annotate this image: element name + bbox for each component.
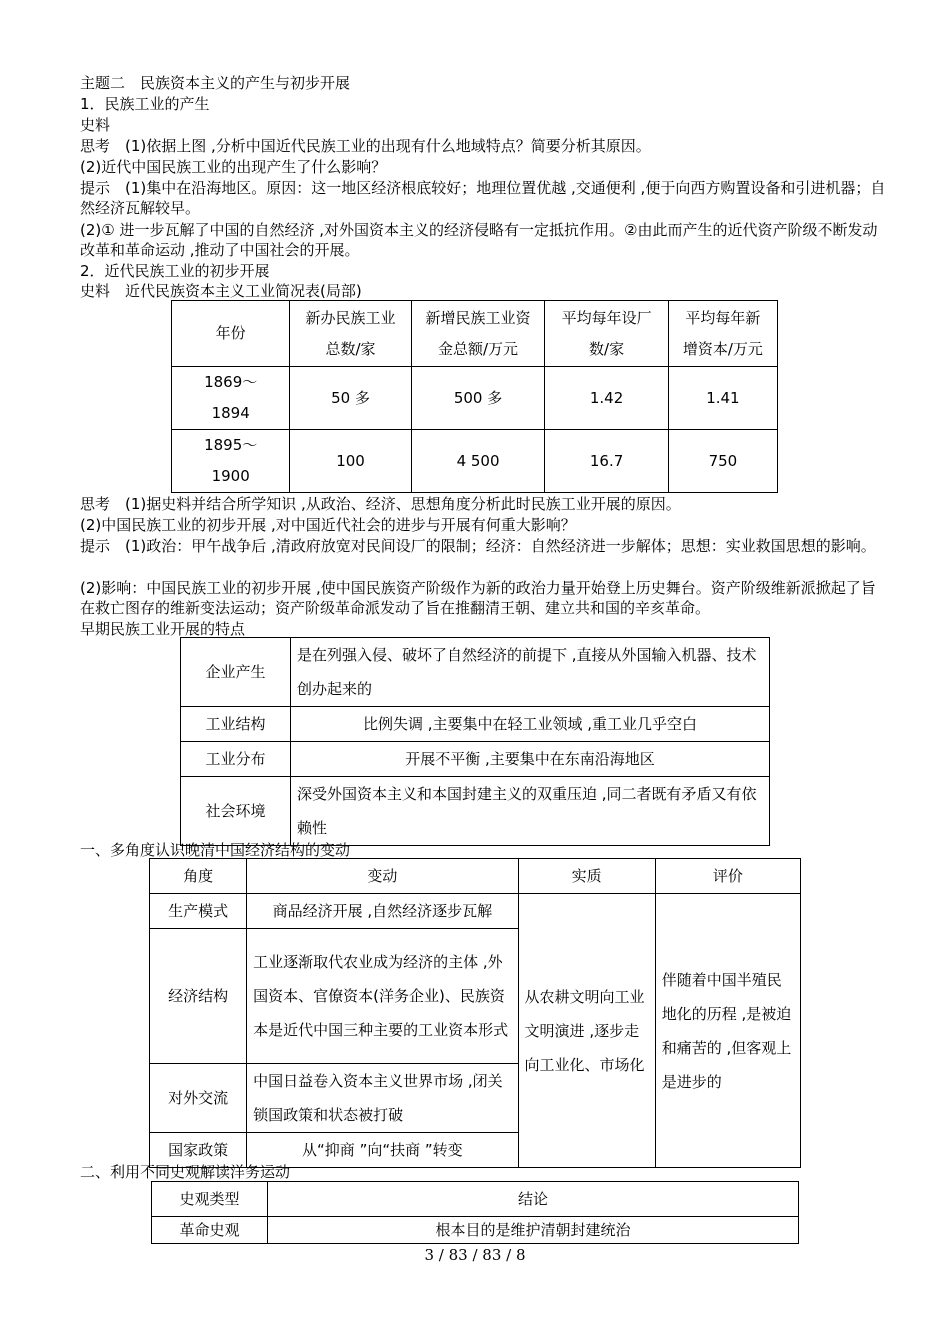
row-label: 工业分布 — [181, 742, 291, 777]
cell-value: 1.41 — [668, 367, 777, 430]
heading-two: 二、利用不同史观解读洋务运动 — [80, 1163, 291, 1181]
cell-year: 1895～ 1900 — [172, 430, 290, 493]
header-view-type: 史观类型 — [152, 1182, 268, 1217]
question-1a: 思考 (1)依据上图 ,分析中国近代民族工业的出现有什么地域特点？简要分析其原因。 — [80, 137, 651, 155]
cell-year: 1869～ 1894 — [172, 367, 290, 430]
row-label: 国家政策 — [150, 1133, 247, 1168]
header-evaluation: 评价 — [655, 859, 800, 894]
answer-1b: (2)① 进一步瓦解了中国的自然经济 ,对外国资本主义的经济侵略有一定抵抗作用。②由此而产生的近代资产阶级不断发动改革和革命运动 ,推动了中国社会的开展。 — [80, 221, 878, 259]
row-label: 对外交流 — [150, 1064, 247, 1133]
row-label: 经济结构 — [150, 929, 247, 1064]
row-text: 商品经济开展 ,自然经济逐步瓦解 — [247, 894, 518, 929]
header-avg-capital: 平均每年新 增资本/万元 — [668, 301, 777, 367]
table-header-row — [172, 301, 778, 367]
cell-value: 100 — [290, 430, 411, 493]
cell-value: 4 500 — [411, 430, 545, 493]
row-text: 开展不平衡 ,主要集中在东南沿海地区 — [291, 742, 770, 777]
table-header-row — [152, 1182, 799, 1217]
row-text: 是在列强入侵、破坏了自然经济的前提下 ,直接从外国输入机器、技术创办起来的 — [291, 638, 770, 707]
essence-cell: 从农耕文明向工业文明演进 ,逐步走向工业化、市场化 — [518, 894, 655, 1168]
table-row — [150, 894, 801, 929]
table-row — [181, 777, 770, 846]
heading-one: 一、多角度认识晚清中国经济结构的变动 — [80, 841, 351, 859]
table-row — [181, 707, 770, 742]
row-label: 企业产生 — [181, 638, 291, 707]
header-new-capital: 新增民族工业资 金总额/万元 — [411, 301, 545, 367]
row-label: 生产模式 — [150, 894, 247, 929]
question-1b: (2)近代中国民族工业的出现产生了什么影响？ — [80, 158, 387, 176]
row-label: 革命史观 — [152, 1217, 268, 1244]
answer-2a: 提示 (1)政治：甲午战争后 ,清政府放宽对民间设厂的限制；经济：自然经济进一步解体；思想：实业救国思想的影响。 — [80, 537, 876, 555]
answer-2b: (2)影响：中国民族工业的初步开展 ,使中国民族资产阶级作为新的政治力量开始登上历史舞台。资产阶级维新派掀起了旨在救亡图存的维新变法运动；资产阶级革命派发动了旨在推翻清王朝、建立共和国的辛亥革命。 — [80, 579, 876, 617]
table-header-row — [150, 859, 801, 894]
row-text: 根本目的是维护清朝封建统治 — [268, 1217, 799, 1244]
table-row — [172, 367, 778, 430]
cell-value: 50 多 — [290, 367, 411, 430]
header-conclusion: 结论 — [268, 1182, 799, 1217]
page-number: 3 / 83 / 83 / 8 — [424, 1246, 526, 1264]
row-text: 比例失调 ,主要集中在轻工业领域 ,重工业几乎空白 — [291, 707, 770, 742]
topic-heading: 主题二 民族资本主义的产生与初步开展 — [80, 74, 351, 92]
answer-1a: 提示 (1)集中在沿海地区。原因：这一地区经济根底较好；地理位置优越 ,交通便利 ,便于向西方购置设备和引进机器；自然经济瓦解较早。 — [80, 179, 886, 217]
header-new-factories: 新办民族工业 总数/家 — [290, 301, 411, 367]
cell-value: 16.7 — [545, 430, 668, 493]
section-heading-2: 2．近代民族工业的初步开展 — [80, 262, 270, 280]
economic-structure-table — [149, 858, 801, 1168]
features-table — [180, 637, 770, 846]
row-label: 社会环境 — [181, 777, 291, 846]
header-year: 年份 — [172, 301, 290, 367]
row-text: 中国日益卷入资本主义世界市场 ,闭关锁国政策和状态被打破 — [247, 1064, 518, 1133]
source-label-1: 史料 — [80, 116, 111, 134]
row-text: 工业逐渐取代农业成为经济的主体 ,外国资本、官僚资本(洋务企业)、民族资本是近代中国三种主要的工业资本形式 — [247, 929, 518, 1064]
cell-value: 500 多 — [411, 367, 545, 430]
table-row — [181, 638, 770, 707]
header-essence: 实质 — [518, 859, 655, 894]
source-label-2: 史料 近代民族资本主义工业简况表(局部) — [80, 282, 362, 300]
cell-value: 750 — [668, 430, 777, 493]
question-2b: (2)中国民族工业的初步开展 ,对中国近代社会的进步与开展有何重大影响？ — [80, 516, 576, 534]
industry-stats-table — [171, 300, 778, 493]
table-row — [172, 430, 778, 493]
features-title: 早期民族工业开展的特点 — [80, 620, 246, 638]
row-text: 深受外国资本主义和本国封建主义的双重压迫 ,同二者既有矛盾又有依赖性 — [291, 777, 770, 846]
header-angle: 角度 — [150, 859, 247, 894]
evaluation-cell: 伴随着中国半殖民地化的历程 ,是被迫和痛苦的 ,但客观上是进步的 — [655, 894, 800, 1168]
historical-view-table — [151, 1181, 799, 1244]
section-heading-1: 1．民族工业的产生 — [80, 95, 210, 113]
table-row — [181, 742, 770, 777]
header-change: 变动 — [247, 859, 518, 894]
row-text: 从“抑商 ”向“扶商 ”转变 — [247, 1133, 518, 1168]
question-2a: 思考 (1)据史料并结合所学知识 ,从政治、经济、思想角度分析此时民族工业开展的原因。 — [80, 495, 681, 513]
cell-value: 1.42 — [545, 367, 668, 430]
row-label: 工业结构 — [181, 707, 291, 742]
table-row — [152, 1217, 799, 1244]
header-avg-factories: 平均每年设厂 数/家 — [545, 301, 668, 367]
